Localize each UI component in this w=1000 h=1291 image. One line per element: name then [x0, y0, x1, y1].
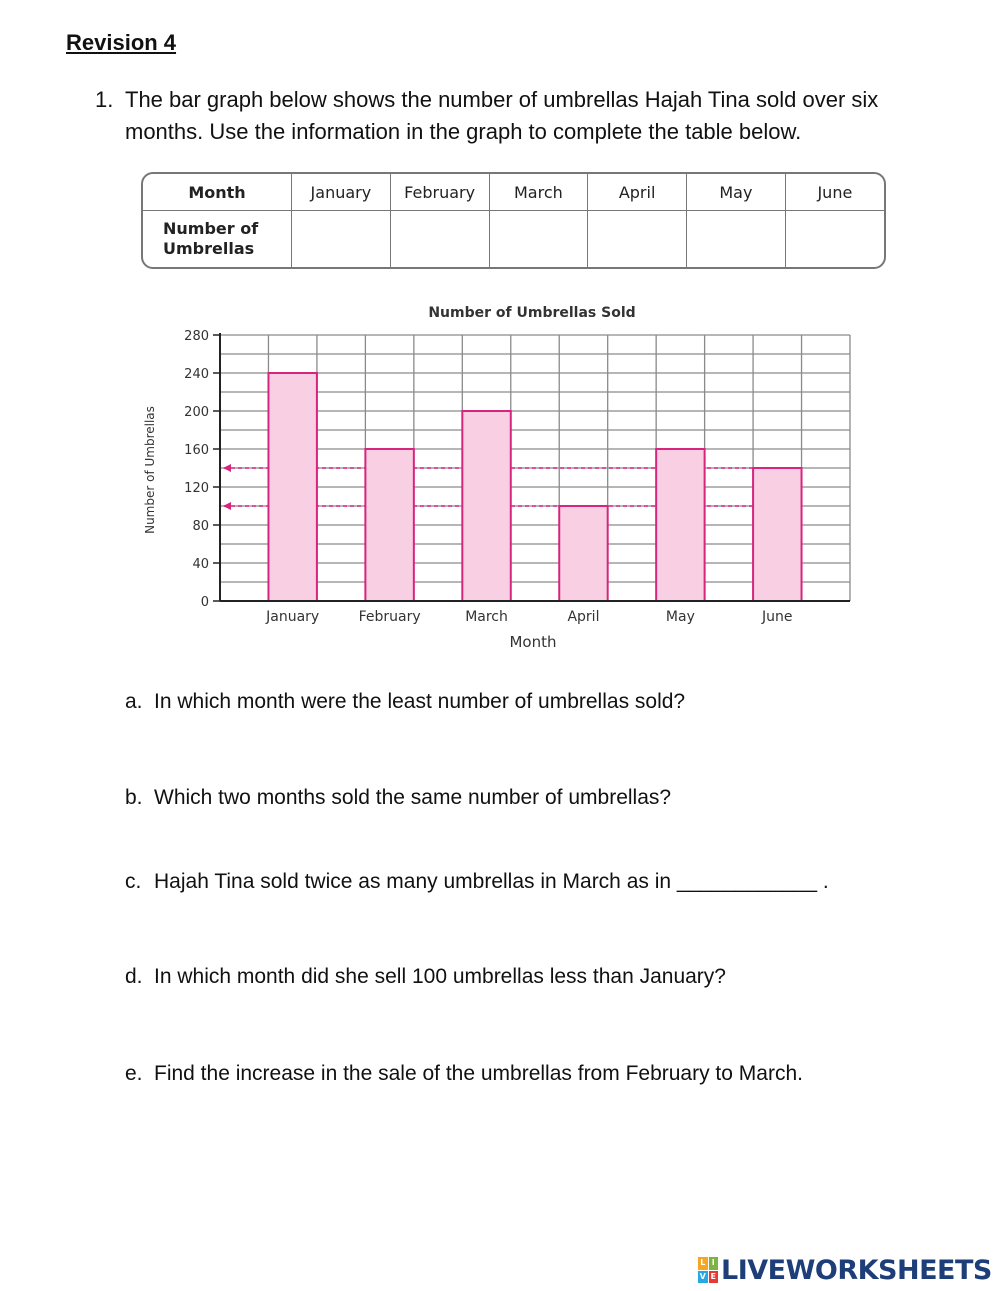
x-tick-label: February: [358, 609, 421, 625]
x-tick-label: January: [266, 609, 320, 625]
y-tick-label: 120: [184, 481, 209, 496]
guide-arrow: [223, 502, 231, 510]
table-row-umbrellas: [143, 211, 884, 268]
question-text: Find the increase in the sale of the umbrellas from February to March.: [154, 1062, 803, 1085]
table-header-umbrellas-line1: Number of: [163, 219, 259, 238]
answer-cell-april[interactable]: [588, 211, 687, 268]
x-tick-label: May: [665, 609, 695, 625]
y-tick-label: 80: [192, 519, 209, 534]
y-tick-label: 40: [192, 557, 209, 572]
answer-cell-february[interactable]: [390, 211, 489, 268]
guide-arrow: [223, 464, 231, 472]
question-letter: a.: [125, 690, 143, 713]
logo-box-letter: L: [698, 1257, 708, 1270]
answer-cell-may[interactable]: [687, 211, 786, 268]
y-tick-label: 200: [184, 405, 209, 420]
table-month-cell: January: [292, 174, 391, 211]
question-letter: b.: [125, 786, 143, 809]
table-header-umbrellas: [143, 211, 292, 268]
bar: [365, 449, 413, 601]
table-month-cell: May: [687, 174, 786, 211]
liveworksheets-logo: [698, 1253, 992, 1287]
table-month-cell: April: [588, 174, 687, 211]
question-1-text: The bar graph below shows the number of umbrellas Hajah Tina sold over six months. Use the information in the graph to complete the table below.: [125, 87, 879, 144]
worksheet-heading: Revision 4: [66, 30, 177, 55]
bar: [656, 449, 704, 601]
question-letter: e.: [125, 1062, 143, 1085]
logo-text: LIVEWORKSHEETS: [721, 1254, 992, 1286]
y-tick-label: 240: [184, 367, 209, 382]
table-row-months: [143, 174, 884, 211]
table-month-cell: March: [489, 174, 588, 211]
bar: [462, 411, 510, 601]
chart-y-axis-label: Number of Umbrellas: [143, 406, 157, 534]
chart-y-ticks: [184, 329, 220, 610]
question-text: Hajah Tina sold twice as many umbrellas in March as in ____________ .: [154, 870, 829, 893]
question-text: In which month were the least number of umbrellas sold?: [154, 690, 686, 713]
table-header-month: Month: [143, 174, 292, 211]
y-tick-label: 160: [184, 443, 209, 458]
answer-cell-january[interactable]: [292, 211, 391, 268]
question-letter: d.: [125, 965, 143, 988]
chart-x-ticks: [265, 609, 792, 625]
answer-table: [141, 172, 886, 269]
x-tick-label: April: [567, 609, 600, 625]
bar: [559, 506, 607, 601]
x-tick-label: June: [762, 609, 793, 625]
x-tick-label: March: [465, 609, 508, 625]
answer-cell-june[interactable]: [785, 211, 884, 268]
table-month-cell: June: [785, 174, 884, 211]
chart-x-axis-label: Month: [509, 633, 557, 651]
question-text: In which month did she sell 100 umbrellas less than January?: [154, 965, 726, 988]
answer-cell-march[interactable]: [489, 211, 588, 268]
question-1-number: 1.: [95, 87, 114, 112]
logo-box-letter: E: [709, 1271, 719, 1284]
chart-title: Number of Umbrellas Sold: [428, 305, 636, 321]
y-tick-label: 0: [200, 595, 209, 610]
table-month-cell: February: [390, 174, 489, 211]
logo-icon: [698, 1257, 718, 1283]
question-text: Which two months sold the same number of umbrellas?: [154, 786, 672, 809]
bar: [753, 468, 801, 601]
logo-box-letter: I: [709, 1257, 719, 1270]
bar-chart: [130, 295, 870, 665]
y-tick-label: 280: [184, 329, 209, 344]
bar: [268, 373, 316, 601]
table-header-umbrellas-line2: Umbrellas: [163, 239, 255, 258]
logo-box-letter: V: [698, 1271, 708, 1284]
question-letter: c.: [125, 870, 142, 893]
